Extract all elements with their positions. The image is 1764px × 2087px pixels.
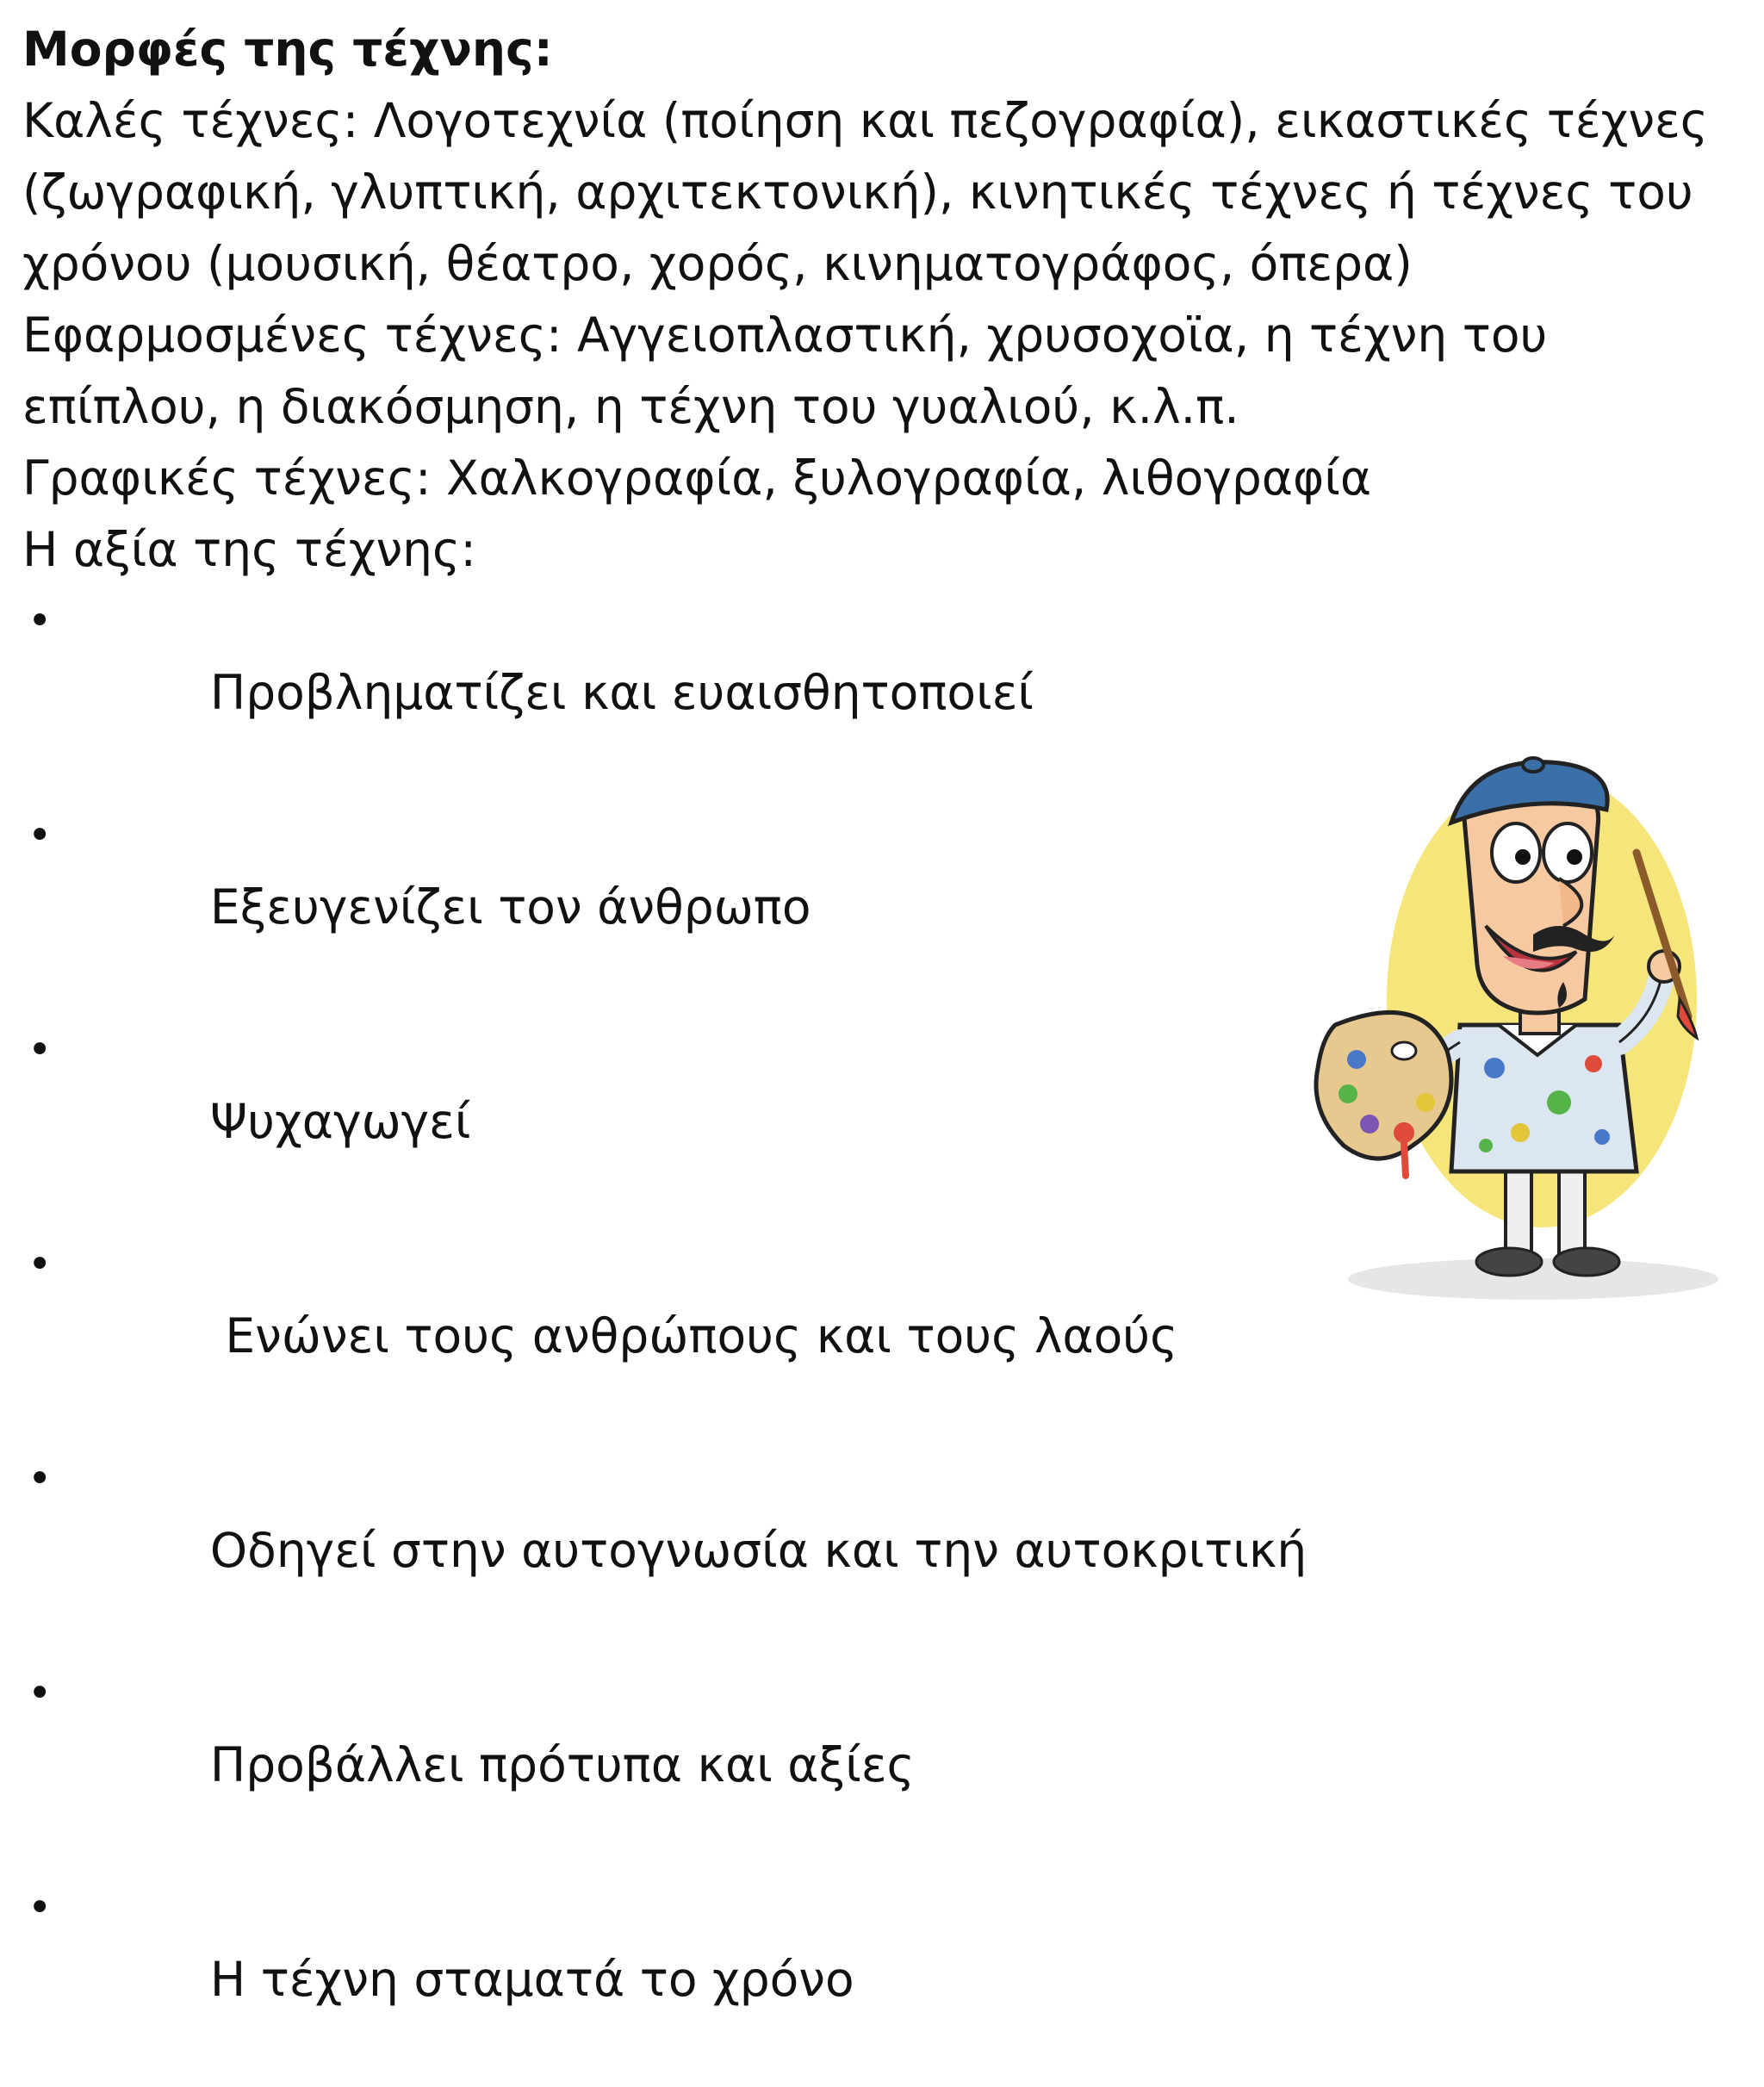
painter-illustration-icon	[1275, 741, 1731, 1309]
section-heading: Η αξία της τέχνης:	[22, 522, 476, 577]
paragraph-line: Εφαρμοσμένες τέχνες: Αγγειοπλαστική, χρυσοχοϊα, η τέχνη του	[22, 307, 1548, 363]
list-item-text: Οδηγεί στην αυτογνωσία και την αυτοκριτική	[209, 1523, 1307, 1578]
bullet-icon: •	[28, 1240, 53, 1289]
list-item-text: Προβληματίζει και ευαισθητοποιεί	[209, 665, 1034, 720]
list-item-text: Εξευγενίζει τον άνθρωπο	[209, 879, 811, 935]
paragraph-line: Γραφικές τέχνες: Χαλκογραφία, ξυλογραφία, λιθογραφία	[22, 450, 1372, 506]
paragraph-line: (ζωγραφική, γλυπτική, αρχιτεκτονική), κινητικές τέχνες ή τέχνες του	[22, 165, 1693, 220]
list-item-text: Ενώνει τους ανθρώπους και τους λαούς	[209, 1308, 1178, 1363]
bullet-icon: •	[28, 811, 53, 860]
paragraph-line: χρόνου (μουσική, θέατρο, χορός, κινηματογράφος, όπερα)	[22, 236, 1413, 291]
list-item-text: Προβάλλει πρότυπα και αξίες	[209, 1737, 915, 1792]
bullet-icon: •	[28, 1026, 53, 1074]
list-item-text: Ψυχαγωγεί	[209, 1094, 471, 1149]
bullet-icon: •	[28, 597, 53, 645]
bullet-icon: •	[28, 1884, 53, 1932]
list-item	[22, 1873, 1736, 2087]
bullet-icon: •	[28, 1669, 53, 1717]
bullet-icon: •	[28, 1455, 53, 1503]
list-item	[22, 1658, 1736, 1873]
paragraph-line: Καλές τέχνες: Λογοτεχνία (ποίηση και πεζογραφία), εικαστικές τέχνες	[22, 93, 1709, 148]
page-title: Μορφές της τέχνης:	[22, 22, 553, 77]
list-item-text: Η τέχνη σταματά το χρόνο	[209, 1952, 854, 2007]
paragraph-line: επίπλου, η διακόσμηση, η τέχνη του γυαλιού, κ.λ.π.	[22, 379, 1239, 434]
list-item	[22, 1444, 1736, 1658]
